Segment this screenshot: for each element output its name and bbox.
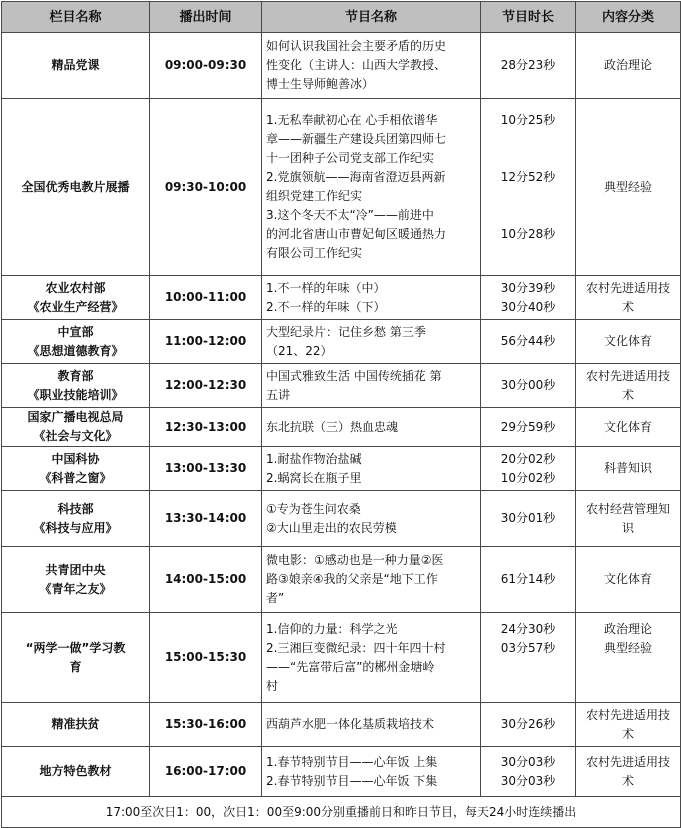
program-name-cell [262, 408, 481, 447]
duration-cell [481, 703, 576, 747]
category-cell-line: 农村先进适用技 [585, 707, 670, 722]
schedule-table [1, 1, 681, 828]
column-name-cell [2, 276, 150, 320]
table-row [2, 276, 681, 320]
category-cell-line: 农村先进适用技 [585, 368, 670, 383]
table-row [2, 408, 681, 447]
program-name-cell [262, 33, 481, 99]
column-name-cell [2, 447, 150, 491]
program-name-cell-line: ①专为苍生问农桑 [266, 501, 361, 516]
program-name-cell-line: 2.春节特别节目——心年饭 下集 [266, 773, 438, 788]
column-name-cell-line: 国家广播电视总局 [27, 410, 124, 424]
program-name-cell [262, 613, 481, 703]
duration-cell-line: 28分23秒 [500, 58, 556, 72]
duration-cell-line: 30分26秒 [500, 717, 556, 731]
program-name-cell-line: 西葫芦水肥一体化基质栽培技术 [266, 717, 435, 731]
category-cell-line: 术 [621, 726, 634, 741]
column-name-cell [2, 747, 150, 797]
category-cell-line: 术 [621, 299, 634, 314]
duration-cell [481, 408, 576, 447]
duration-cell-line: 30分03秒 [500, 773, 556, 788]
air-time-cell: 09:00-09:30 [150, 33, 262, 99]
program-name-cell-line: 五讲 [266, 387, 291, 402]
column-name-cell [2, 320, 150, 364]
category-cell-line: 政治理论 [603, 58, 652, 72]
table-row [2, 33, 681, 99]
duration-cell-line: 30分00秒 [500, 378, 556, 392]
program-name-cell-line: （21、22） [266, 343, 333, 358]
program-name-cell-line: 的河北省唐山市曹妃甸区暖通热力 [266, 227, 447, 241]
air-time-cell: 12:00-12:30 [150, 364, 262, 408]
program-name-cell-line: 有限公司工作纪实 [266, 246, 363, 260]
program-name-cell-line: 1.信仰的力量：科学之光 [266, 621, 398, 636]
category-cell-line: 典型经验 [603, 179, 652, 194]
column-name-cell-line: 中国科协 [51, 451, 100, 466]
category-cell-line [580, 677, 676, 696]
column-name-cell-line: 全国优秀电教片展播 [21, 179, 130, 194]
duration-cell-line [485, 658, 571, 677]
footer-note: 17:00至次日1：00，次日1：00至9:00分别重播前日和昨日节目，每天24小时连续播出 [2, 797, 681, 828]
column-name-cell [2, 33, 150, 99]
category-cell-line: 农村先进适用技 [585, 754, 670, 769]
program-name-cell-line: ②大山里走出的农民劳模 [266, 520, 397, 535]
program-name-cell-line: 2.不一样的年味（下） [266, 299, 386, 314]
duration-cell-line [485, 677, 571, 696]
duration-cell [481, 33, 576, 99]
column-name-cell-line: 精准扶贫 [51, 717, 100, 731]
duration-cell-line: 10分02秒 [500, 470, 556, 485]
column-name-cell-line: 《青年之友》 [39, 581, 112, 596]
duration-cell-line [485, 130, 571, 149]
program-name-cell [262, 320, 481, 364]
category-cell-line: 文化体育 [603, 419, 652, 434]
schedule-body [2, 33, 681, 797]
air-time-cell: 09:30-10:00 [150, 99, 262, 276]
footer-row [2, 797, 681, 828]
category-cell [576, 747, 681, 797]
header-column-name: 栏目名称 [2, 2, 150, 33]
column-name-cell-line: 精品党课 [51, 58, 100, 72]
air-time-cell: 11:00-12:00 [150, 320, 262, 364]
duration-cell-line [485, 206, 571, 225]
program-name-cell-line: 1.不一样的年味（中） [266, 280, 386, 295]
duration-cell-line: 30分40秒 [500, 299, 556, 314]
duration-cell-line: 56分44秒 [500, 334, 556, 348]
category-cell-line: 术 [621, 387, 634, 402]
category-cell-line: 政治理论 [603, 621, 652, 636]
table-row [2, 447, 681, 491]
category-cell [576, 364, 681, 408]
program-name-cell-line: 村 [266, 678, 279, 693]
duration-cell [481, 747, 576, 797]
air-time-cell: 10:00-11:00 [150, 276, 262, 320]
duration-cell-line: 61分14秒 [500, 572, 556, 586]
category-cell [576, 99, 681, 276]
category-cell-line [580, 658, 676, 677]
duration-cell [481, 613, 576, 703]
table-row [2, 364, 681, 408]
duration-cell-line [485, 149, 571, 168]
column-name-cell [2, 364, 150, 408]
column-name-cell-line: 地方特色教材 [39, 764, 112, 778]
program-name-cell-line: 性变化（主讲人：山西大学教授、 [266, 58, 447, 72]
table-row [2, 613, 681, 703]
program-name-cell-line: 3.这个冬天不太“冷”——前进中 [266, 208, 434, 222]
column-name-cell [2, 99, 150, 276]
duration-cell [481, 320, 576, 364]
program-name-cell [262, 447, 481, 491]
table-row [2, 703, 681, 747]
program-name-cell-line: 组织党建工作纪实 [266, 189, 363, 203]
column-name-cell-line: “两学一做”学习教 [25, 640, 126, 655]
table-row [2, 491, 681, 547]
program-name-cell-line: 者” [266, 591, 285, 605]
program-name-cell [262, 99, 481, 276]
duration-cell [481, 364, 576, 408]
header-category: 内容分类 [576, 2, 681, 33]
category-cell [576, 408, 681, 447]
column-name-cell-line: 《科技与应用》 [33, 520, 118, 535]
program-name-cell-line: 如何认识我国社会主要矛盾的历史 [266, 39, 447, 53]
program-name-cell-line: 1.耐盐作物治盐碱 [266, 451, 362, 466]
duration-cell [481, 447, 576, 491]
category-cell [576, 613, 681, 703]
category-cell-line: 文化体育 [603, 572, 652, 586]
program-name-cell [262, 364, 481, 408]
air-time-cell: 14:00-15:00 [150, 547, 262, 613]
header-duration: 节目时长 [481, 2, 576, 33]
program-name-cell-line: 博士生导师鲍善冰） [266, 77, 375, 91]
duration-cell-line: 10分28秒 [500, 227, 556, 241]
duration-cell-line: 20分02秒 [500, 451, 556, 466]
program-name-cell [262, 703, 481, 747]
program-name-cell [262, 276, 481, 320]
column-name-cell [2, 408, 150, 447]
program-name-cell-line: 1.无私奉献初心在 心手相依谱华 [266, 113, 438, 127]
column-name-cell [2, 613, 150, 703]
category-cell-line: 农村先进适用技 [585, 280, 670, 295]
category-cell-line: 农村经营管理知 [585, 501, 670, 516]
column-name-cell-line: 育 [69, 659, 82, 674]
column-name-cell-line: 《职业技能培训》 [27, 387, 124, 402]
air-time-cell: 13:00-13:30 [150, 447, 262, 491]
column-name-cell-line: 《科普之窗》 [39, 470, 112, 485]
category-cell-line: 文化体育 [603, 334, 652, 348]
program-name-cell-line: 东北抗联（三）热血忠魂 [266, 419, 399, 434]
program-name-cell-line: 十一团种子公司党支部工作纪实 [266, 151, 435, 165]
air-time-cell: 15:00-15:30 [150, 613, 262, 703]
duration-cell-line: 29分59秒 [500, 419, 556, 434]
category-cell [576, 547, 681, 613]
program-name-cell-line: 章——新疆生产建设兵团第四师七 [266, 132, 447, 146]
program-name-cell-line: 2.三湘巨变微纪录：四十年四十村 [266, 640, 446, 655]
air-time-cell: 16:00-17:00 [150, 747, 262, 797]
duration-cell [481, 276, 576, 320]
category-cell [576, 703, 681, 747]
duration-cell [481, 491, 576, 547]
program-name-cell-line: 大型纪录片：记住乡愁 第三季 [266, 324, 426, 339]
program-name-cell-line: 2.党旗领航——海南省澄迈县两新 [266, 170, 446, 184]
column-name-cell-line: 科技部 [57, 501, 94, 516]
program-name-cell-line: 中国式雅致生活 中国传统插花 第 [266, 368, 442, 383]
column-name-cell-line: 教育部 [57, 368, 94, 383]
category-cell [576, 320, 681, 364]
program-name-cell-line: 2.蜗窝长在瓶子里 [266, 470, 362, 485]
category-cell [576, 276, 681, 320]
category-cell [576, 447, 681, 491]
duration-cell-line [485, 187, 571, 206]
table-row [2, 99, 681, 276]
category-cell-line: 识 [621, 520, 634, 535]
duration-cell-line: 10分25秒 [500, 113, 556, 127]
column-name-cell-line: 《农业生产经营》 [27, 299, 124, 314]
table-row [2, 547, 681, 613]
program-name-cell-line: 路③娘亲④我的父亲是“地下工作 [266, 572, 438, 586]
air-time-cell: 13:30-14:00 [150, 491, 262, 547]
duration-cell-line: 30分03秒 [500, 754, 556, 769]
category-cell-line: 术 [621, 773, 634, 788]
duration-cell-line [485, 244, 571, 263]
column-name-cell-line: 《思想道德教育》 [27, 343, 124, 358]
column-name-cell [2, 703, 150, 747]
table-row [2, 320, 681, 364]
duration-cell-line: 12分52秒 [500, 170, 556, 184]
column-name-cell-line: 共青团中央 [45, 562, 106, 577]
program-name-cell [262, 491, 481, 547]
duration-cell-line: 24分30秒 [500, 621, 556, 636]
duration-cell [481, 547, 576, 613]
column-name-cell [2, 491, 150, 547]
category-cell [576, 491, 681, 547]
column-name-cell-line: 《社会与文化》 [33, 429, 118, 443]
air-time-cell: 12:30-13:00 [150, 408, 262, 447]
duration-cell [481, 99, 576, 276]
program-name-cell-line: 微电影：①感动也是一种力量②医 [266, 553, 444, 567]
column-name-cell-line: 农业农村部 [45, 280, 106, 295]
category-cell-line: 典型经验 [603, 640, 652, 655]
column-name-cell-line: 中宣部 [57, 324, 94, 339]
duration-cell-line: 03分57秒 [500, 640, 556, 655]
program-name-cell-line: 1.春节特别节目——心年饭 上集 [266, 754, 438, 769]
table-row [2, 747, 681, 797]
program-name-cell [262, 747, 481, 797]
header-program-name: 节目名称 [262, 2, 481, 33]
program-name-cell [262, 547, 481, 613]
duration-cell-line: 30分39秒 [500, 280, 556, 295]
header-row [2, 2, 681, 33]
program-name-cell-line: ——“先富带后富”的郴州金塘岭 [266, 659, 435, 674]
header-air-time: 播出时间 [150, 2, 262, 33]
duration-cell-line: 30分01秒 [500, 511, 556, 525]
category-cell [576, 33, 681, 99]
air-time-cell: 15:30-16:00 [150, 703, 262, 747]
category-cell-line: 科普知识 [603, 461, 652, 475]
column-name-cell [2, 547, 150, 613]
